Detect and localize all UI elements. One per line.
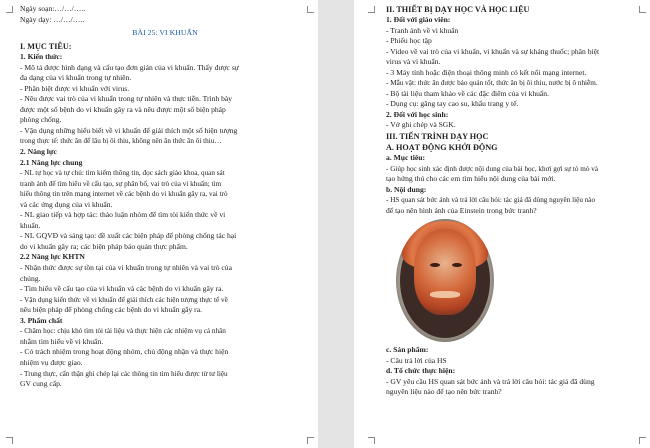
section-heading: 1. Kiến thức: [20, 52, 63, 62]
text-line: nguyên liệu nào để tạo nên bức tranh? [386, 387, 502, 397]
text-line: - HS quan sát bức ảnh và trả lời câu hỏi: tác giả đã dùng nguyên liệu nào [386, 196, 596, 205]
left-page-text [20, 4, 310, 390]
text-line: - Phiếu học tập [386, 36, 432, 46]
text-line: phòng chống. [20, 115, 62, 125]
section-heading: b. Nội dung: [386, 184, 427, 194]
text-line: - NL GQVĐ và sáng tạo: đề xuất các biện pháp để phòng chống tác hại [20, 231, 237, 241]
main-heading: II. THIẾT BỊ DẠY HỌC VÀ HỌC LIỆU [386, 5, 530, 14]
text-line: - Nhận thức được sự tồn tại của vi khuẩn trong tự nhiên và vai trò của [20, 263, 232, 273]
text-line: để tạo nên hình ảnh của Einstein trong bức tranh? [386, 205, 537, 215]
section-heading: 2. Năng lực [20, 147, 57, 157]
text-line: - GV yêu cầu HS quan sát bức ảnh và trả lời câu hỏi: tác giả đã dùng [386, 376, 595, 386]
text-line: Ngày dạy: …/…/….. [20, 14, 85, 24]
section-heading: a. Mục tiêu: [386, 153, 426, 163]
text-line: - Bộ tài liệu tham khảo về các đặc điểm của vi khuẩn. [386, 88, 549, 98]
right-page-text-top [386, 4, 644, 216]
crop-mark [6, 437, 13, 444]
text-line: trong thực tế: thức ăn để lâu bị ôi thiu, không nên ăn thức ăn ôi thiu… [20, 137, 222, 146]
text-line: - Giúp học sinh xác định được nội dung của bài học, khơi gợi sự tò mò và [386, 164, 599, 173]
text-line: - Có trách nhiệm trong hoạt động nhóm, chủ động nhận và thực hiện [20, 347, 229, 357]
crop-mark [639, 437, 646, 444]
text-line: nêu biện pháp để phòng chống các bệnh do vi khuẩn gây ra. [20, 305, 202, 315]
text-line: virus và vi khuẩn. [386, 57, 441, 67]
crop-mark [307, 437, 314, 444]
text-line: do vi khuẩn gây ra; các biện pháp bảo quản thực phẩm. [20, 241, 188, 251]
text-line: - 3 Máy tính hoặc điện thoại thông minh có kết nối mạng internet. [386, 67, 587, 77]
section-heading: c. Sản phẩm: [386, 345, 429, 355]
mustache-shape [430, 291, 460, 298]
text-line: được một số bệnh do vi khuẩn gây ra và nêu được một số biện pháp [20, 104, 226, 114]
text-line: và các ứng dụng của vi khuẩn. [20, 199, 113, 209]
text-line: - Mô tả được hình dạng và cấu tạo đơn giản của vi khuẩn. Thấy được sự [20, 62, 239, 72]
section-heading: d. Tổ chức thực hiện: [386, 366, 456, 376]
face-shape [414, 229, 476, 315]
text-line: - Nêu được vai trò của vi khuẩn trong tự nhiên và thực tiễn. Trình bày [20, 94, 233, 104]
main-heading: A. HOẠT ĐỘNG KHỞI ĐỘNG [386, 143, 498, 153]
section-heading: 2.2 Năng lực KHTN [20, 252, 85, 262]
einstein-bacteria-art-image [396, 219, 494, 342]
text-line: GV cung cấp. [20, 379, 62, 389]
main-heading: I. MỤC TIÊU: [20, 42, 72, 52]
text-line: nhằm tìm hiểu về vi khuẩn. [20, 336, 104, 346]
text-line: khuẩn. [20, 220, 41, 230]
main-heading: III. TIẾN TRÌNH DẠY HỌC [386, 132, 489, 142]
lesson-title: BÀI 25: VI KHUẨN [132, 28, 198, 38]
text-line: - Video về vai trò của vi khuẩn, vi khuẩn và sự kháng thuốc; phân biệt [386, 46, 600, 56]
text-line: - Dụng cụ: găng tay cao su, khẩu trang y tế. [386, 99, 519, 109]
section-heading: 2. Đối với học sinh: [386, 109, 449, 119]
text-line: - Tranh ảnh về vi khuẩn [386, 25, 459, 35]
section-heading: 3. Phẩm chất [20, 315, 63, 325]
text-line: - Vận dụng những hiểu biết về vi khuẩn để giải thích một số hiện tượng [20, 125, 238, 135]
section-heading: 1. Đối với giáo viên: [386, 15, 451, 24]
crop-mark [6, 6, 13, 13]
text-line: nhiệm vụ được giao. [20, 357, 83, 367]
text-line: - Câu trả lời của HS [386, 355, 447, 365]
text-line: - Vận dụng kiến thức về vi khuẩn để giải thích các hiện tượng thực tế về [20, 295, 228, 304]
crop-mark [368, 6, 375, 13]
text-line: chúng. [20, 273, 41, 283]
text-line: - Phân biệt được vi khuẩn với virus. [20, 83, 130, 93]
text-line: - Chăm học: chịu khó tìm tòi tài liệu và thực hiện các nhiệm vụ cá nhân [20, 327, 226, 336]
text-line: tạo hứng thú cho các em tìm hiểu nội dung của bài mới. [386, 174, 556, 184]
text-line: - Mẫu vật: thức ăn được bảo quản tốt, thức ăn bị ôi thiu, nước bị ô nhiễm. [386, 79, 598, 88]
text-line: đa dạng của vi khuẩn trong tự nhiên. [20, 73, 132, 83]
section-heading: 2.1 Năng lực chung [20, 157, 83, 167]
document-page-right [354, 0, 650, 448]
text-line: tranh ảnh để tìm hiểu về cấu tạo, sự phân bố, vai trò của vi khuẩn; tìm [20, 179, 222, 188]
crop-mark [368, 437, 375, 444]
text-line: - Trung thực, cẩn thận ghi chép lại các thông tin tìm hiểu được từ tư liệu [20, 369, 228, 378]
text-line: - Tìm hiểu về cấu tạo của vi khuẩn và các bệnh do vi khuẩn gây ra. [20, 284, 224, 294]
crop-mark [639, 6, 646, 13]
text-line: - NL tự học và tự chủ: tìm kiếm thông tin, đọc sách giáo khoa, quan sát [20, 169, 225, 178]
text-line: Ngày soạn:…/…/….. [20, 4, 86, 13]
text-line: - Vở ghi chép và SGK. [386, 120, 456, 130]
document-page-left [0, 0, 318, 448]
right-page-text-bottom [386, 345, 644, 398]
crop-mark [307, 6, 314, 13]
page-gutter [318, 0, 354, 448]
text-line: hiểu thông tin trên mạng internet về các bệnh do vi khuẩn gây ra, vai trò [20, 190, 228, 199]
text-line: - NL giao tiếp và hợp tác: thảo luận nhóm để tìm tòi kiến thức về vi [20, 210, 226, 220]
